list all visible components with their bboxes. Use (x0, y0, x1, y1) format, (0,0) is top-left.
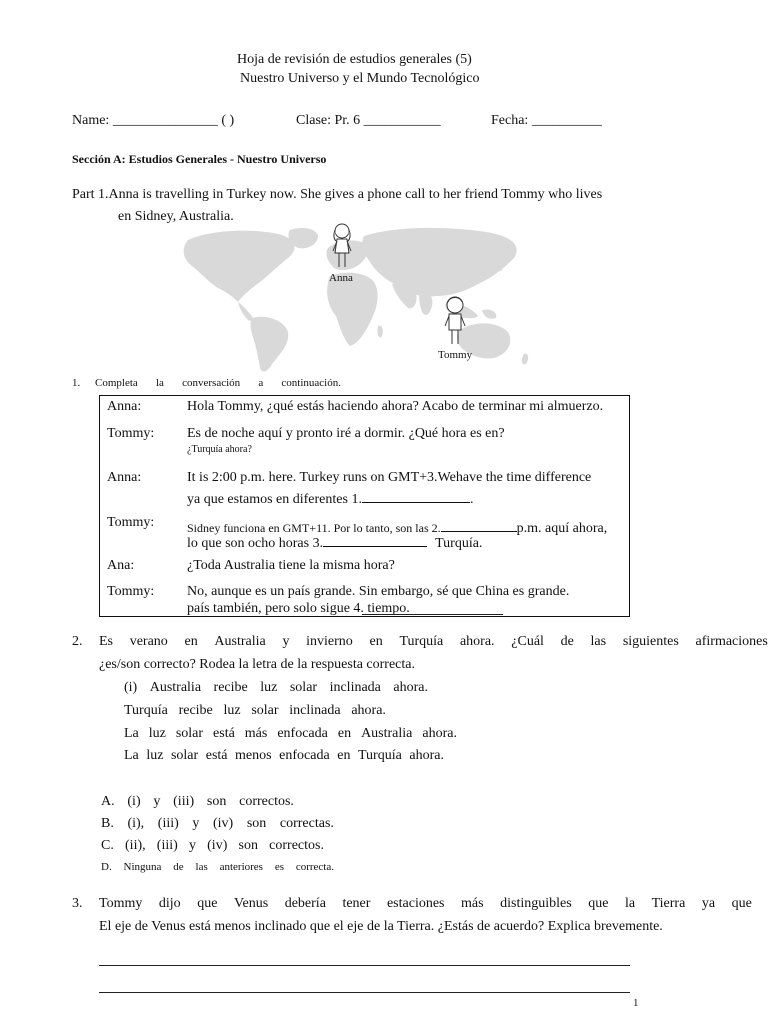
option-word: correctas. (279, 816, 334, 831)
statement-word: recibe (213, 680, 248, 695)
speaker-label: Tommy: (107, 584, 155, 599)
option-word: D. (101, 861, 112, 873)
statement-word: solar (175, 726, 204, 741)
q3-word: tener (342, 896, 371, 911)
answer-blank-1[interactable] (362, 488, 470, 503)
dialogue-line: Es de noche aquí y pronto iré a dormir. ¿Qué hora es en? (187, 426, 505, 441)
option-word: es (274, 861, 284, 873)
answer-blank-2[interactable] (441, 515, 517, 532)
option-word: y (153, 794, 161, 809)
dialogue-line: No, aunque es un país grande. Sin embargo, sé que China es grande. (187, 584, 570, 599)
answer-blank-4[interactable] (362, 614, 503, 615)
tommy-figure (442, 294, 468, 348)
statement-word: recibe (178, 703, 213, 718)
q2-word: verano (129, 634, 168, 649)
q2-word: siguientes (622, 634, 679, 649)
q3-word: dijo (158, 896, 181, 911)
q2-word: de (560, 634, 574, 649)
q1-number: 1. (72, 377, 81, 389)
q3-word: distinguibles (500, 896, 572, 911)
statement-word: (i) (124, 680, 138, 695)
dialogue-text: Sidney funciona en GMT+11. Por lo tanto, son las 2. (187, 521, 441, 535)
statement-word: Australia (149, 680, 202, 695)
q3-number: 3. (72, 896, 83, 911)
q1-word: Completa (95, 377, 138, 389)
q2-word: Australia (214, 634, 266, 649)
statement-word: Australia (361, 726, 413, 741)
option-word: de (173, 861, 184, 873)
statement-word: enfocada (277, 726, 328, 741)
option-word: (iv) (207, 838, 228, 853)
option-word: son (246, 816, 267, 831)
option-word: las (195, 861, 208, 873)
option-word: Ninguna (123, 861, 162, 873)
q2-question-line-2: ¿es/son correcto? Rodea la letra de la respuesta correcta. (99, 657, 415, 672)
answer-line-1[interactable] (99, 965, 630, 966)
q2-word: afirmaciones (695, 634, 768, 649)
q2-word: ¿Cuál (511, 634, 544, 649)
dialogue-text: lo que son ocho horas 3. (187, 536, 324, 551)
q2-word: Turquía (399, 634, 444, 649)
class-field: Clase: Pr. 6 ___________ (296, 113, 441, 128)
dialogue-line: It is 2:00 p.m. here. Turkey runs on GMT+3.Wehave the time difference (187, 470, 592, 485)
option-d[interactable] (101, 861, 334, 873)
statement-word: está (205, 748, 228, 763)
tommy-map-label: Tommy (438, 349, 473, 361)
dialogue-text: Turquía. (435, 536, 483, 551)
statement-word: luz (148, 726, 166, 741)
date-field: Fecha: __________ (491, 113, 602, 128)
q3-word: debería (284, 896, 326, 911)
statement-iii (124, 726, 457, 742)
q2-word: en (369, 634, 383, 649)
speaker-label: Ana: (107, 558, 135, 573)
statement-word: luz (146, 748, 164, 763)
name-field: Name: _______________ ( ) (72, 113, 235, 128)
option-word: son (206, 794, 227, 809)
statement-word: está (213, 726, 235, 741)
option-word: anteriores (219, 861, 263, 873)
option-word: y (188, 838, 196, 853)
statement-word: La (124, 726, 139, 741)
world-map (160, 222, 620, 377)
statement-word: solar (170, 748, 199, 763)
statement-word: Turquía (124, 703, 168, 718)
statement-word: más (244, 726, 268, 741)
q2-word: ahora. (459, 634, 495, 649)
dialogue-line: ¿Toda Australia tiene la misma hora? (187, 558, 395, 573)
statement-word: solar (251, 703, 279, 718)
option-b[interactable] (101, 816, 334, 832)
statement-word: ahora. (422, 726, 457, 741)
answer-blank-3[interactable] (323, 532, 427, 547)
speaker-label: Anna: (107, 399, 142, 414)
statement-word: inclinada (329, 680, 381, 695)
q1-word: la (155, 377, 164, 389)
dialogue-line: país también, pero solo sigue 4. tiempo. (187, 601, 410, 616)
option-word: (iii) (156, 838, 178, 853)
q2-word: en (184, 634, 198, 649)
statement-word: enfocada (279, 748, 330, 763)
q1-word: conversación (182, 377, 241, 389)
dialogue-text: ya que estamos en diferentes 1. (187, 492, 362, 507)
statement-word: en (337, 748, 351, 763)
statement-word: luz (223, 703, 241, 718)
statement-word: solar (289, 680, 318, 695)
q3-word: Venus (233, 896, 269, 911)
q1-word: a (258, 377, 264, 389)
option-word: (i) (127, 794, 141, 809)
statement-word: menos (235, 748, 272, 763)
part1-line-1: Part 1.Anna is travelling in Turkey now. She gives a phone call to her friend Tommy who lives (72, 187, 603, 202)
page-number: 1 (633, 997, 639, 1009)
q2-question-line (99, 634, 768, 650)
option-a[interactable] (101, 794, 294, 810)
q3-word: Tommy (99, 896, 143, 911)
q3-word: ya (701, 896, 716, 911)
q1-instruction (95, 377, 341, 389)
statement-iv (124, 748, 444, 764)
q2-word: y (282, 634, 290, 649)
option-word: (iv) (213, 816, 234, 831)
q3-word: que (588, 896, 609, 911)
speaker-label: Tommy: (107, 426, 155, 441)
dialogue-line (187, 488, 473, 508)
statement-word: luz (260, 680, 278, 695)
option-word: C. (101, 838, 114, 853)
q3-word: la (624, 896, 636, 911)
answer-line-2[interactable] (99, 992, 630, 993)
option-c[interactable] (101, 838, 324, 854)
statement-word: ahora. (351, 703, 386, 718)
option-word: A. (101, 794, 115, 809)
statement-word: ahora. (393, 680, 428, 695)
option-word: (i), (127, 816, 145, 831)
option-word: (iii) (173, 794, 195, 809)
dialogue-line: Hola Tommy, ¿qué estás haciendo ahora? Acabo de terminar mi almuerzo. (187, 399, 604, 414)
q2-number: 2. (72, 634, 83, 649)
section-a-title: Sección A: Estudios Generales - Nuestro Universo (72, 152, 327, 166)
option-word: correctos. (239, 794, 294, 809)
q3-question-line (99, 896, 752, 912)
statement-word: ahora. (409, 748, 444, 763)
q3-word: que (731, 896, 752, 911)
statement-word: Turquía (358, 748, 402, 763)
dialogue-line: ¿Turquía ahora? (187, 444, 252, 455)
option-word: correcta. (295, 861, 334, 873)
statement-word: La (124, 748, 139, 763)
statement-ii (124, 703, 386, 719)
option-word: y (192, 816, 200, 831)
option-word: correctos. (269, 838, 324, 853)
statement-word: en (337, 726, 352, 741)
option-word: B. (101, 816, 114, 831)
option-word: son (238, 838, 258, 853)
option-word: (ii), (125, 838, 146, 853)
q3-word: estaciones (386, 896, 445, 911)
q1-word: continuación. (281, 377, 341, 389)
q3-word: más (461, 896, 484, 911)
dialogue-text: . (469, 492, 474, 507)
dialogue-text: p.m. aquí ahora, (516, 521, 608, 536)
anna-figure (329, 221, 355, 271)
statement-word: inclinada (289, 703, 341, 718)
anna-map-label: Anna (329, 272, 353, 284)
q2-word: las (590, 634, 607, 649)
option-word: (iii) (157, 816, 179, 831)
title-line-2: Nuestro Universo y el Mundo Tecnológico (240, 71, 480, 86)
q2-word: Es (99, 634, 113, 649)
speaker-label: Anna: (107, 470, 142, 485)
q3-word: que (197, 896, 218, 911)
dialogue-line (187, 532, 482, 552)
speaker-label: Tommy: (107, 515, 155, 530)
q3-question-line-2: El eje de Venus está menos inclinado que el eje de la Tierra. ¿Estás de acuerdo? Explica brevemente. (99, 919, 663, 934)
q3-word: Tierra (651, 896, 686, 911)
q2-word: invierno (306, 634, 353, 649)
title-line-1: Hoja de revisión de estudios generales (5) (237, 52, 472, 67)
statement-i (124, 680, 428, 696)
part1-line-2: en Sidney, Australia. (118, 209, 234, 224)
